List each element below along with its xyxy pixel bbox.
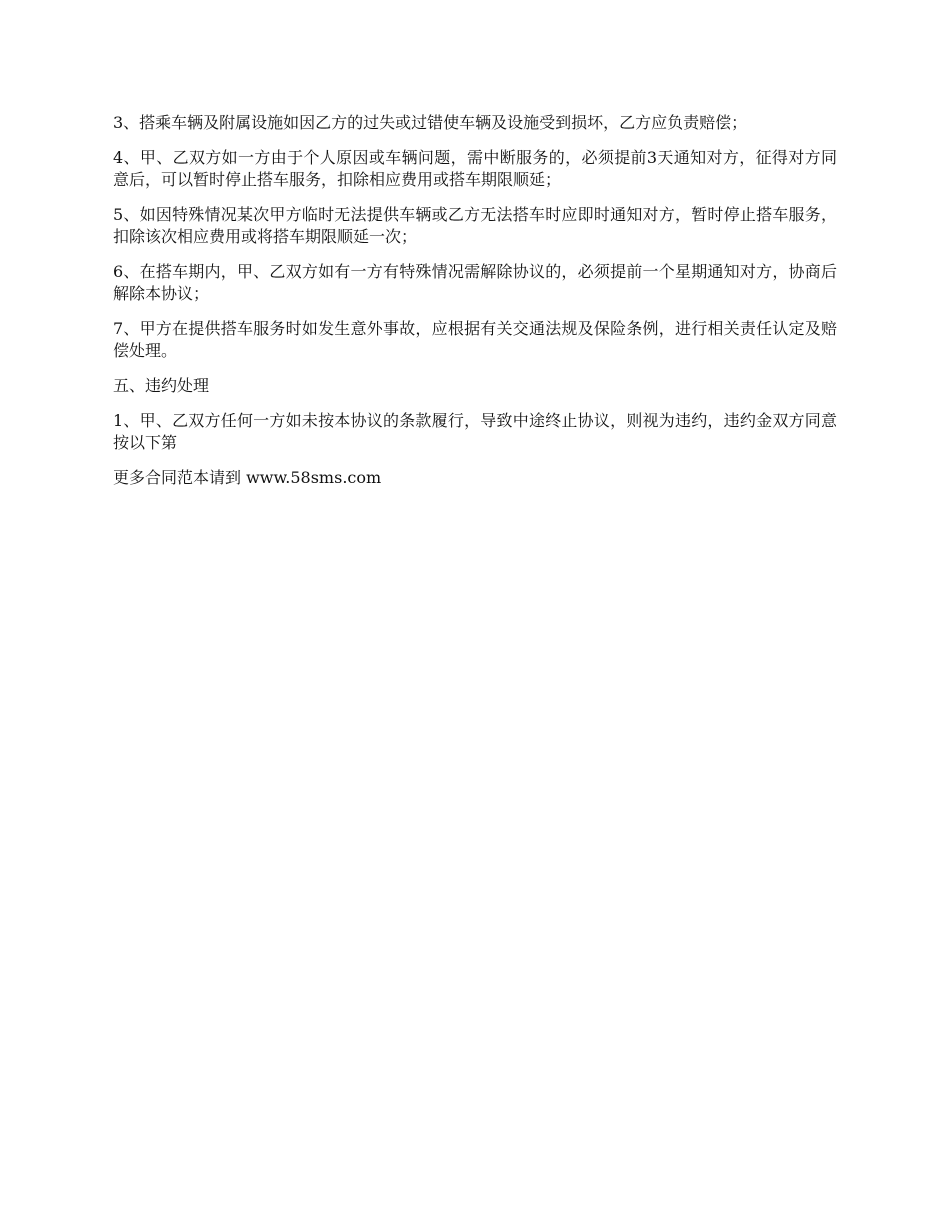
breach-clause-1-paragraph: 1、甲、乙双方任何一方如未按本协议的条款履行，导致中途终止协议，则视为违约，违约金双方同意按以下第 (113, 411, 837, 452)
section-heading-breach: 五、违约处理 (113, 376, 210, 395)
clause-5-paragraph: 5、如因特殊情况某次甲方临时无法提供车辆或乙方无法搭车时应即时通知对方，暂时停止搭车服务，扣除该次相应费用或将搭车期限顺延一次； (113, 205, 837, 246)
document-body (113, 112, 837, 502)
clause-3-paragraph: 3、搭乘车辆及附属设施如因乙方的过失或过错使车辆及设施受到损坏，乙方应负责赔偿； (113, 113, 748, 132)
footer-note: 更多合同范本请到 www.58sms.com (113, 468, 382, 487)
clause-6-paragraph: 6、在搭车期内，甲、乙双方如有一方有特殊情况需解除协议的，必须提前一个星期通知对方，协商后解除本协议； (113, 262, 837, 303)
clause-4-paragraph: 4、甲、乙双方如一方由于个人原因或车辆问题，需中断服务的，必须提前3天通知对方，征得对方同意后，可以暂时停止搭车服务，扣除相应费用或搭车期限顺延； (113, 148, 837, 189)
clause-7-paragraph: 7、甲方在提供搭车服务时如发生意外事故，应根据有关交通法规及保险条例，进行相关责任认定及赔偿处理。 (113, 319, 837, 360)
